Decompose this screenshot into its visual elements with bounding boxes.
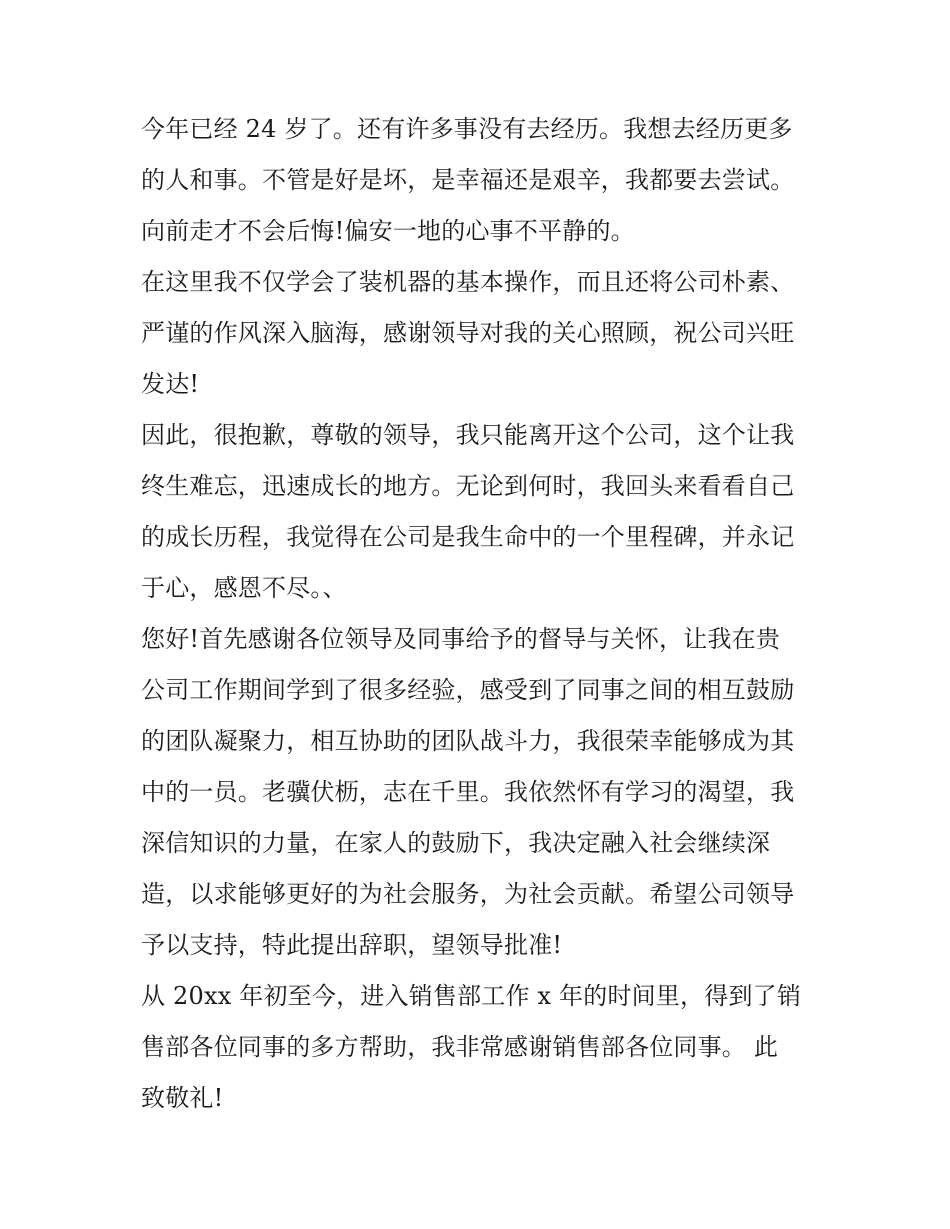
document-body — [141, 104, 821, 1124]
text-line: 严谨的作风深入脑海，感谢领导对我的关心照顾，祝公司兴旺 — [141, 319, 795, 347]
paragraph-3 — [141, 410, 821, 614]
paragraph-1 — [141, 104, 821, 257]
text-line: 予以支持，特此提出辞职，望领导批准! — [141, 931, 563, 959]
text-line: 终生难忘，迅速成长的地方。无论到何时，我回头来看看自己 — [141, 472, 795, 500]
text-line: 今年已经 24 岁了。还有许多事没有去经历。我想去经历更多 — [141, 115, 793, 143]
text-line: 的团队凝聚力，相互协助的团队战斗力，我很荣幸能够成为其 — [141, 727, 795, 755]
text-line: 于心，感恩不尽。、 — [141, 574, 347, 602]
text-line: 致敬礼! — [141, 1084, 224, 1112]
text-line: 从 20xx 年初至今，进入销售部工作 x 年的时间里，得到了销 — [141, 982, 802, 1010]
text-line: 您好!首先感谢各位领导及同事给予的督导与关怀，让我在贵 — [141, 625, 781, 653]
text-line: 公司工作期间学到了很多经验，感受到了同事之间的相互鼓励 — [141, 676, 795, 704]
paragraph-4 — [141, 614, 821, 971]
text-line: 中的一员。老骥伏枥，志在千里。我依然怀有学习的渴望，我 — [141, 778, 795, 806]
text-line: 深信知识的力量，在家人的鼓励下，我决定融入社会继续深 — [141, 829, 771, 857]
text-line: 因此，很抱歉，尊敬的领导，我只能离开这个公司，这个让我 — [141, 421, 795, 449]
text-line: 的人和事。不管是好是坏，是幸福还是艰辛，我都要去尝试。 — [141, 166, 795, 194]
text-line: 在这里我不仅学会了装机器的基本操作，而且还将公司朴素、 — [141, 268, 795, 296]
text-line: 发达! — [141, 370, 200, 398]
text-line: 售部各位同事的多方帮助，我非常感谢销售部各位同事。 此 — [141, 1033, 779, 1061]
paragraph-2 — [141, 257, 821, 410]
text-line: 向前走才不会后悔!偏安一地的心事不平静的。 — [141, 217, 635, 245]
text-line: 造，以求能够更好的为社会服务，为社会贡献。希望公司领导 — [141, 880, 795, 908]
text-line: 的成长历程，我觉得在公司是我生命中的一个里程碑，并永记 — [141, 523, 795, 551]
paragraph-5 — [141, 971, 821, 1124]
